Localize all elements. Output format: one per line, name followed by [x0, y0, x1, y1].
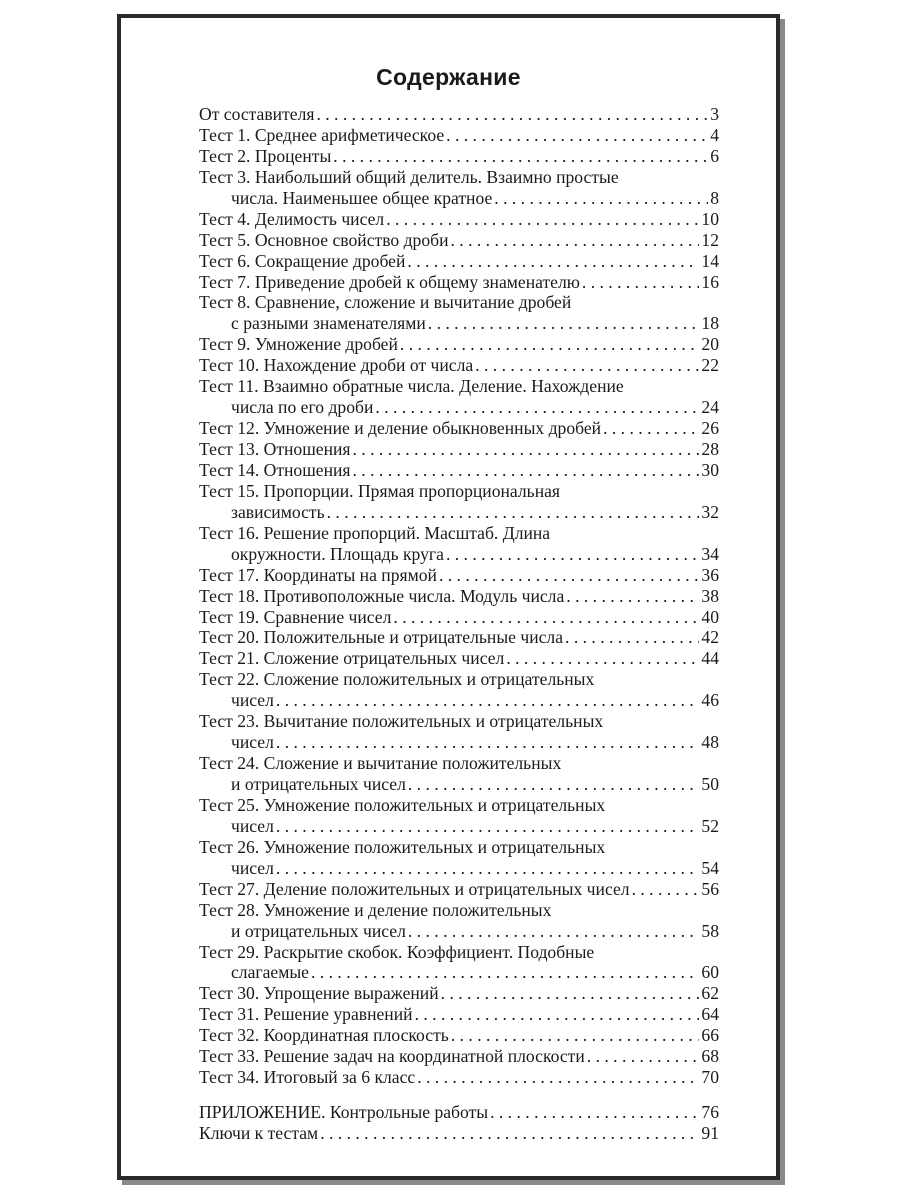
toc-entry-title: От составителя	[199, 104, 315, 124]
toc-entry-title: Тест 6. Сокращение дробей	[199, 250, 406, 271]
toc-entry-title: Тест 7. Приведение дробей к общему знаменателю	[199, 271, 580, 292]
toc-entry-title: Тест 31. Решение уравнений	[199, 1004, 413, 1025]
toc-leader-dots	[582, 272, 700, 293]
toc-entry	[199, 648, 719, 669]
toc-page-number: 40	[701, 606, 719, 627]
toc-entry	[199, 251, 719, 272]
toc-leader-dots	[276, 690, 700, 711]
toc-entry-title: Тест 3. Наибольший общий делитель. Взаимно простые	[199, 166, 619, 187]
toc-page-number: 52	[701, 815, 719, 836]
toc-entry	[199, 334, 719, 355]
toc-page-number: 8	[710, 187, 719, 208]
toc-entry	[199, 607, 719, 628]
toc-leader-dots	[386, 209, 699, 230]
toc-page-number: 34	[701, 543, 719, 564]
toc-entry	[199, 376, 719, 397]
toc-page-number: 38	[701, 585, 719, 606]
toc-leader-dots	[441, 983, 700, 1004]
toc-entry-title: слагаемые	[231, 962, 309, 983]
toc-entry-title: и отрицательных чисел	[231, 774, 406, 794]
toc-entry-title: и отрицательных чисел	[231, 920, 406, 941]
toc-entry	[199, 481, 719, 502]
toc-entry-title: Тест 25. Умножение положительных и отрицательных	[199, 794, 606, 815]
toc-entry	[199, 879, 719, 900]
toc-entry-title: Тест 30. Упрощение выражений	[199, 983, 439, 1004]
toc-leader-dots	[417, 1067, 699, 1088]
toc-entry	[199, 167, 719, 188]
toc-page-number: 26	[701, 418, 719, 439]
toc-page-number: 14	[701, 250, 719, 271]
toc-page-number: 10	[701, 208, 719, 229]
toc-page-number: 16	[701, 271, 719, 292]
toc-entry	[199, 418, 719, 439]
toc-leader-dots	[353, 439, 700, 460]
toc-leader-dots	[566, 586, 699, 607]
toc-entry-title: Тест 33. Решение задач на координатной плоскости	[199, 1046, 585, 1067]
toc-entry	[199, 795, 719, 816]
toc-leader-dots	[439, 565, 699, 586]
toc-entry	[199, 816, 719, 837]
toc-entry	[199, 523, 719, 544]
toc-page-number: 64	[701, 1004, 719, 1025]
toc-entry	[199, 230, 719, 251]
toc-leader-dots	[407, 251, 699, 272]
toc-page-number: 54	[701, 857, 719, 878]
toc-page-number: 28	[701, 439, 719, 459]
toc-entry	[199, 272, 719, 293]
toc-leader-dots	[587, 1046, 700, 1067]
toc-leader-dots	[393, 607, 699, 628]
toc-page-number: 70	[701, 1067, 719, 1088]
toc-entry-title: Тест 10. Нахождение дроби от числа	[199, 355, 474, 376]
toc-entry	[199, 942, 719, 963]
toc-entry-title: Тест 18. Противоположные числа. Модуль числа	[199, 585, 565, 606]
toc-page-number: 36	[701, 564, 719, 585]
toc-entry-title: Тест 17. Координаты на прямой	[199, 564, 437, 585]
toc-entry	[199, 460, 719, 481]
toc-entry	[199, 188, 719, 209]
toc-leader-dots	[353, 460, 700, 481]
toc-leader-dots	[333, 146, 708, 167]
toc-entry	[199, 858, 719, 879]
toc-entry-title: Тест 27. Деление положительных и отрицательных чисел	[199, 878, 630, 899]
toc-entry	[199, 1123, 719, 1144]
toc-entry	[199, 732, 719, 753]
toc-page-number: 22	[701, 355, 719, 376]
toc-page-number: 50	[701, 774, 719, 794]
toc-leader-dots	[451, 1025, 700, 1046]
toc-entry	[199, 125, 719, 146]
toc-entry	[199, 774, 719, 795]
toc-entry-title: Тест 13. Отношения	[199, 439, 351, 459]
toc-page-number: 60	[701, 962, 719, 983]
toc-entry-title: Тест 12. Умножение и деление обыкновенных дробей	[199, 418, 602, 439]
toc-entry-title: Тест 20. Положительные и отрицательные числа	[199, 627, 564, 648]
toc-entry-title: чисел	[231, 690, 274, 711]
toc-entry	[199, 962, 719, 983]
toc-leader-dots	[446, 544, 699, 565]
toc-leader-dots	[450, 230, 699, 251]
toc-entry-title: Тест 19. Сравнение чисел	[199, 606, 392, 627]
toc-entry	[199, 837, 719, 858]
toc-entry-title: Тест 21. Сложение отрицательных чисел	[199, 648, 505, 669]
toc-entry-title: Тест 1. Среднее арифметическое	[199, 124, 445, 145]
toc-leader-dots	[408, 921, 700, 942]
toc-leader-dots	[632, 879, 700, 900]
toc-entry-title: Тест 26. Умножение положительных и отрицательных	[199, 836, 606, 857]
toc-leader-dots	[276, 816, 700, 837]
toc-entry-title: окружности. Площадь круга	[231, 543, 444, 564]
toc-entry-title: Тест 2. Проценты	[199, 145, 332, 166]
toc-entry	[199, 313, 719, 334]
toc-page-number: 44	[701, 648, 719, 669]
toc-leader-dots	[475, 355, 699, 376]
toc-page-number: 76	[701, 1102, 719, 1123]
toc-leader-dots	[316, 104, 708, 125]
toc-entry-title: Тест 16. Решение пропорций. Масштаб. Длина	[199, 522, 551, 543]
toc-leader-dots	[320, 1123, 699, 1144]
toc-entry-title: чисел	[231, 815, 274, 836]
toc-entry	[199, 711, 719, 732]
toc-entry-title: Тест 23. Вычитание положительных и отрицательных	[199, 711, 604, 732]
toc-entry-title: Тест 29. Раскрытие скобок. Коэффициент. Подобные	[199, 941, 595, 962]
toc-entry-title: зависимость	[231, 501, 325, 522]
book-page	[117, 14, 780, 1180]
toc-leader-dots	[603, 418, 699, 439]
toc-leader-dots	[428, 313, 700, 334]
toc-leader-dots	[415, 1004, 700, 1025]
toc-leader-dots	[506, 648, 699, 669]
toc-leader-dots	[565, 627, 699, 648]
toc-page-number: 68	[701, 1046, 719, 1067]
toc-entry-title: чисел	[231, 857, 274, 878]
toc-entry-title: с разными знаменателями	[231, 313, 426, 334]
toc-entry	[199, 1067, 719, 1088]
toc-entry-title: числа по его дроби	[231, 397, 374, 418]
toc-entry	[199, 544, 719, 565]
toc-entry-title: Тест 24. Сложение и вычитание положительных	[199, 753, 562, 774]
toc-entry-title: Тест 22. Сложение положительных и отрицательных	[199, 669, 595, 690]
toc-entry-title: Тест 14. Отношения	[199, 459, 351, 480]
toc-leader-dots	[327, 502, 700, 523]
toc-page-number: 30	[701, 459, 719, 480]
toc-page-number: 58	[701, 920, 719, 941]
toc-entry	[199, 690, 719, 711]
toc-leader-dots	[408, 774, 700, 795]
toc-entry-title: Тест 5. Основное свойство дроби	[199, 229, 449, 250]
toc-entry	[199, 146, 719, 167]
toc-page-number: 66	[701, 1025, 719, 1046]
toc-entry-title: Тест 11. Взаимно обратные числа. Деление. Нахождение	[199, 376, 624, 397]
toc-page-number: 24	[701, 397, 719, 418]
toc-entry-title: Тест 28. Умножение и деление положительных	[199, 899, 552, 920]
toc-leader-dots	[311, 962, 699, 983]
toc-entry	[199, 586, 719, 607]
toc-entry	[199, 209, 719, 230]
table-of-contents	[199, 104, 719, 1144]
toc-page-number: 32	[701, 501, 719, 522]
toc-entry-title: Тест 8. Сравнение, сложение и вычитание дробей	[199, 292, 572, 313]
toc-entry	[199, 1046, 719, 1067]
toc-entry	[199, 1004, 719, 1025]
toc-entry-title: Тест 15. Пропорции. Прямая пропорциональная	[199, 480, 561, 501]
toc-entry	[199, 627, 719, 648]
toc-page-number: 56	[701, 878, 719, 899]
toc-entry	[199, 900, 719, 921]
toc-entry-title: Ключи к тестам	[199, 1123, 319, 1143]
toc-page-number: 18	[701, 313, 719, 334]
toc-page-number: 6	[710, 145, 719, 166]
toc-leader-dots	[490, 1102, 699, 1123]
toc-leader-dots	[276, 858, 700, 879]
toc-page-number: 12	[701, 229, 719, 250]
toc-entry-title: Тест 32. Координатная плоскость	[199, 1025, 449, 1046]
toc-leader-dots	[494, 188, 708, 209]
toc-entry-title: Тест 34. Итоговый за 6 класс	[199, 1067, 416, 1088]
toc-entry	[199, 397, 719, 418]
toc-page-number: 20	[701, 334, 719, 355]
toc-entry-title: числа. Наименьшее общее кратное	[231, 187, 493, 208]
toc-entry	[199, 983, 719, 1004]
toc-entry-title: ПРИЛОЖЕНИЕ. Контрольные работы	[199, 1102, 489, 1123]
toc-entry	[199, 439, 719, 460]
toc-page-number: 46	[701, 690, 719, 711]
toc-entry-title: Тест 9. Умножение дробей	[199, 334, 398, 355]
toc-leader-dots	[400, 334, 700, 355]
toc-page-number: 91	[701, 1123, 719, 1143]
toc-entry	[199, 1025, 719, 1046]
toc-page-number: 62	[701, 983, 719, 1004]
toc-entry	[199, 292, 719, 313]
toc-entry	[199, 753, 719, 774]
toc-entry	[199, 355, 719, 376]
page-title: Содержание	[376, 64, 521, 90]
toc-page-number: 4	[710, 124, 719, 145]
toc-entry	[199, 502, 719, 523]
toc-entry	[199, 921, 719, 942]
toc-entry-title: Тест 4. Делимость чисел	[199, 208, 385, 229]
toc-entry	[199, 669, 719, 690]
toc-entry	[199, 104, 719, 125]
toc-page-number: 42	[701, 627, 719, 648]
toc-entry	[199, 565, 719, 586]
toc-page-number: 48	[701, 732, 719, 753]
toc-entry	[199, 1102, 719, 1123]
toc-entry-title: чисел	[231, 732, 274, 753]
toc-leader-dots	[446, 125, 708, 146]
toc-page-number: 3	[710, 104, 719, 124]
toc-leader-dots	[375, 397, 699, 418]
toc-leader-dots	[276, 732, 700, 753]
